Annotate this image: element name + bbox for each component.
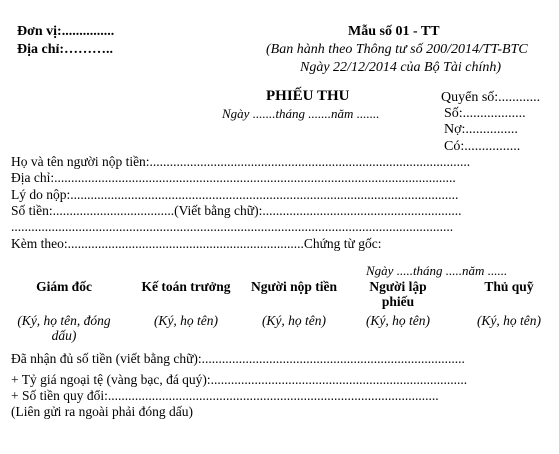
issued-by-line-1: (Ban hành theo Thông tư số 200/2014/TT-BTC (266, 42, 528, 57)
signature-note-preparer: (Ký, họ tên) (365, 313, 431, 328)
amount-field: Số tiền:....................................(Viết bằng chữ):........................................................... (11, 203, 462, 218)
signature-title-preparer: Người lập phiếu (369, 279, 427, 309)
payer-name-field: Họ và tên người nộp tiền:............................................................................................... (11, 154, 471, 169)
document-title: PHIẾU THU (266, 88, 350, 104)
payer-address-field: Địa chỉ:....................................................................................................................... (11, 170, 456, 185)
debit-account: Nợ:............... (444, 122, 518, 137)
signature-title-chief-accountant: Kế toán trưởng (141, 279, 231, 294)
issued-by-line-2: Ngày 22/12/2014 của Bộ Tài chính) (300, 60, 502, 75)
signature-note-chief-accountant: (Ký, họ tên) (153, 313, 219, 328)
signature-note-cashier: (Ký, họ tên) (476, 313, 542, 328)
signature-note-director: (Ký, họ tên, đóng dấu) (17, 313, 111, 343)
signature-title-cashier: Thủ quỹ (484, 279, 534, 294)
credit-account: Có:................ (444, 139, 521, 154)
exchange-rate-field: + Tỷ giá ngoại tệ (vàng bạc, đá quý):............................................................................ (11, 372, 468, 387)
signature-note-payer: (Ký, họ tên) (261, 313, 327, 328)
received-amount-field: Đã nhận đủ số tiền (viết bằng chữ):.............................................................................. (11, 351, 465, 366)
amount-words-continued: ................................................................................................................................... (11, 219, 454, 234)
reason-field: Lý do nộp:................................................................................................................... (11, 187, 459, 202)
stamp-note: (Liên gửi ra ngoài phải đóng dấu) (11, 404, 194, 419)
address-header-label: Địa chỉ:……….. (17, 42, 114, 57)
voucher-number: Số:.................. (444, 106, 526, 121)
converted-amount-field: + Số tiền quy đổi:.................................................................................................. (11, 388, 439, 403)
form-number: Mẫu số 01 - TT (348, 24, 440, 39)
attachments-field: Kèm theo:......................................................................Chứng từ gốc: (11, 236, 382, 251)
signature-title-director: Giám đốc (36, 279, 92, 294)
signature-date: Ngày .....tháng .....năm ...... (366, 263, 508, 278)
unit-label: Đơn vị:............... (17, 24, 115, 39)
title-date: Ngày .......tháng .......năm ....... (222, 106, 380, 121)
signature-title-payer: Người nộp tiền (250, 279, 338, 294)
book-number: Quyển số:............ (441, 90, 541, 105)
